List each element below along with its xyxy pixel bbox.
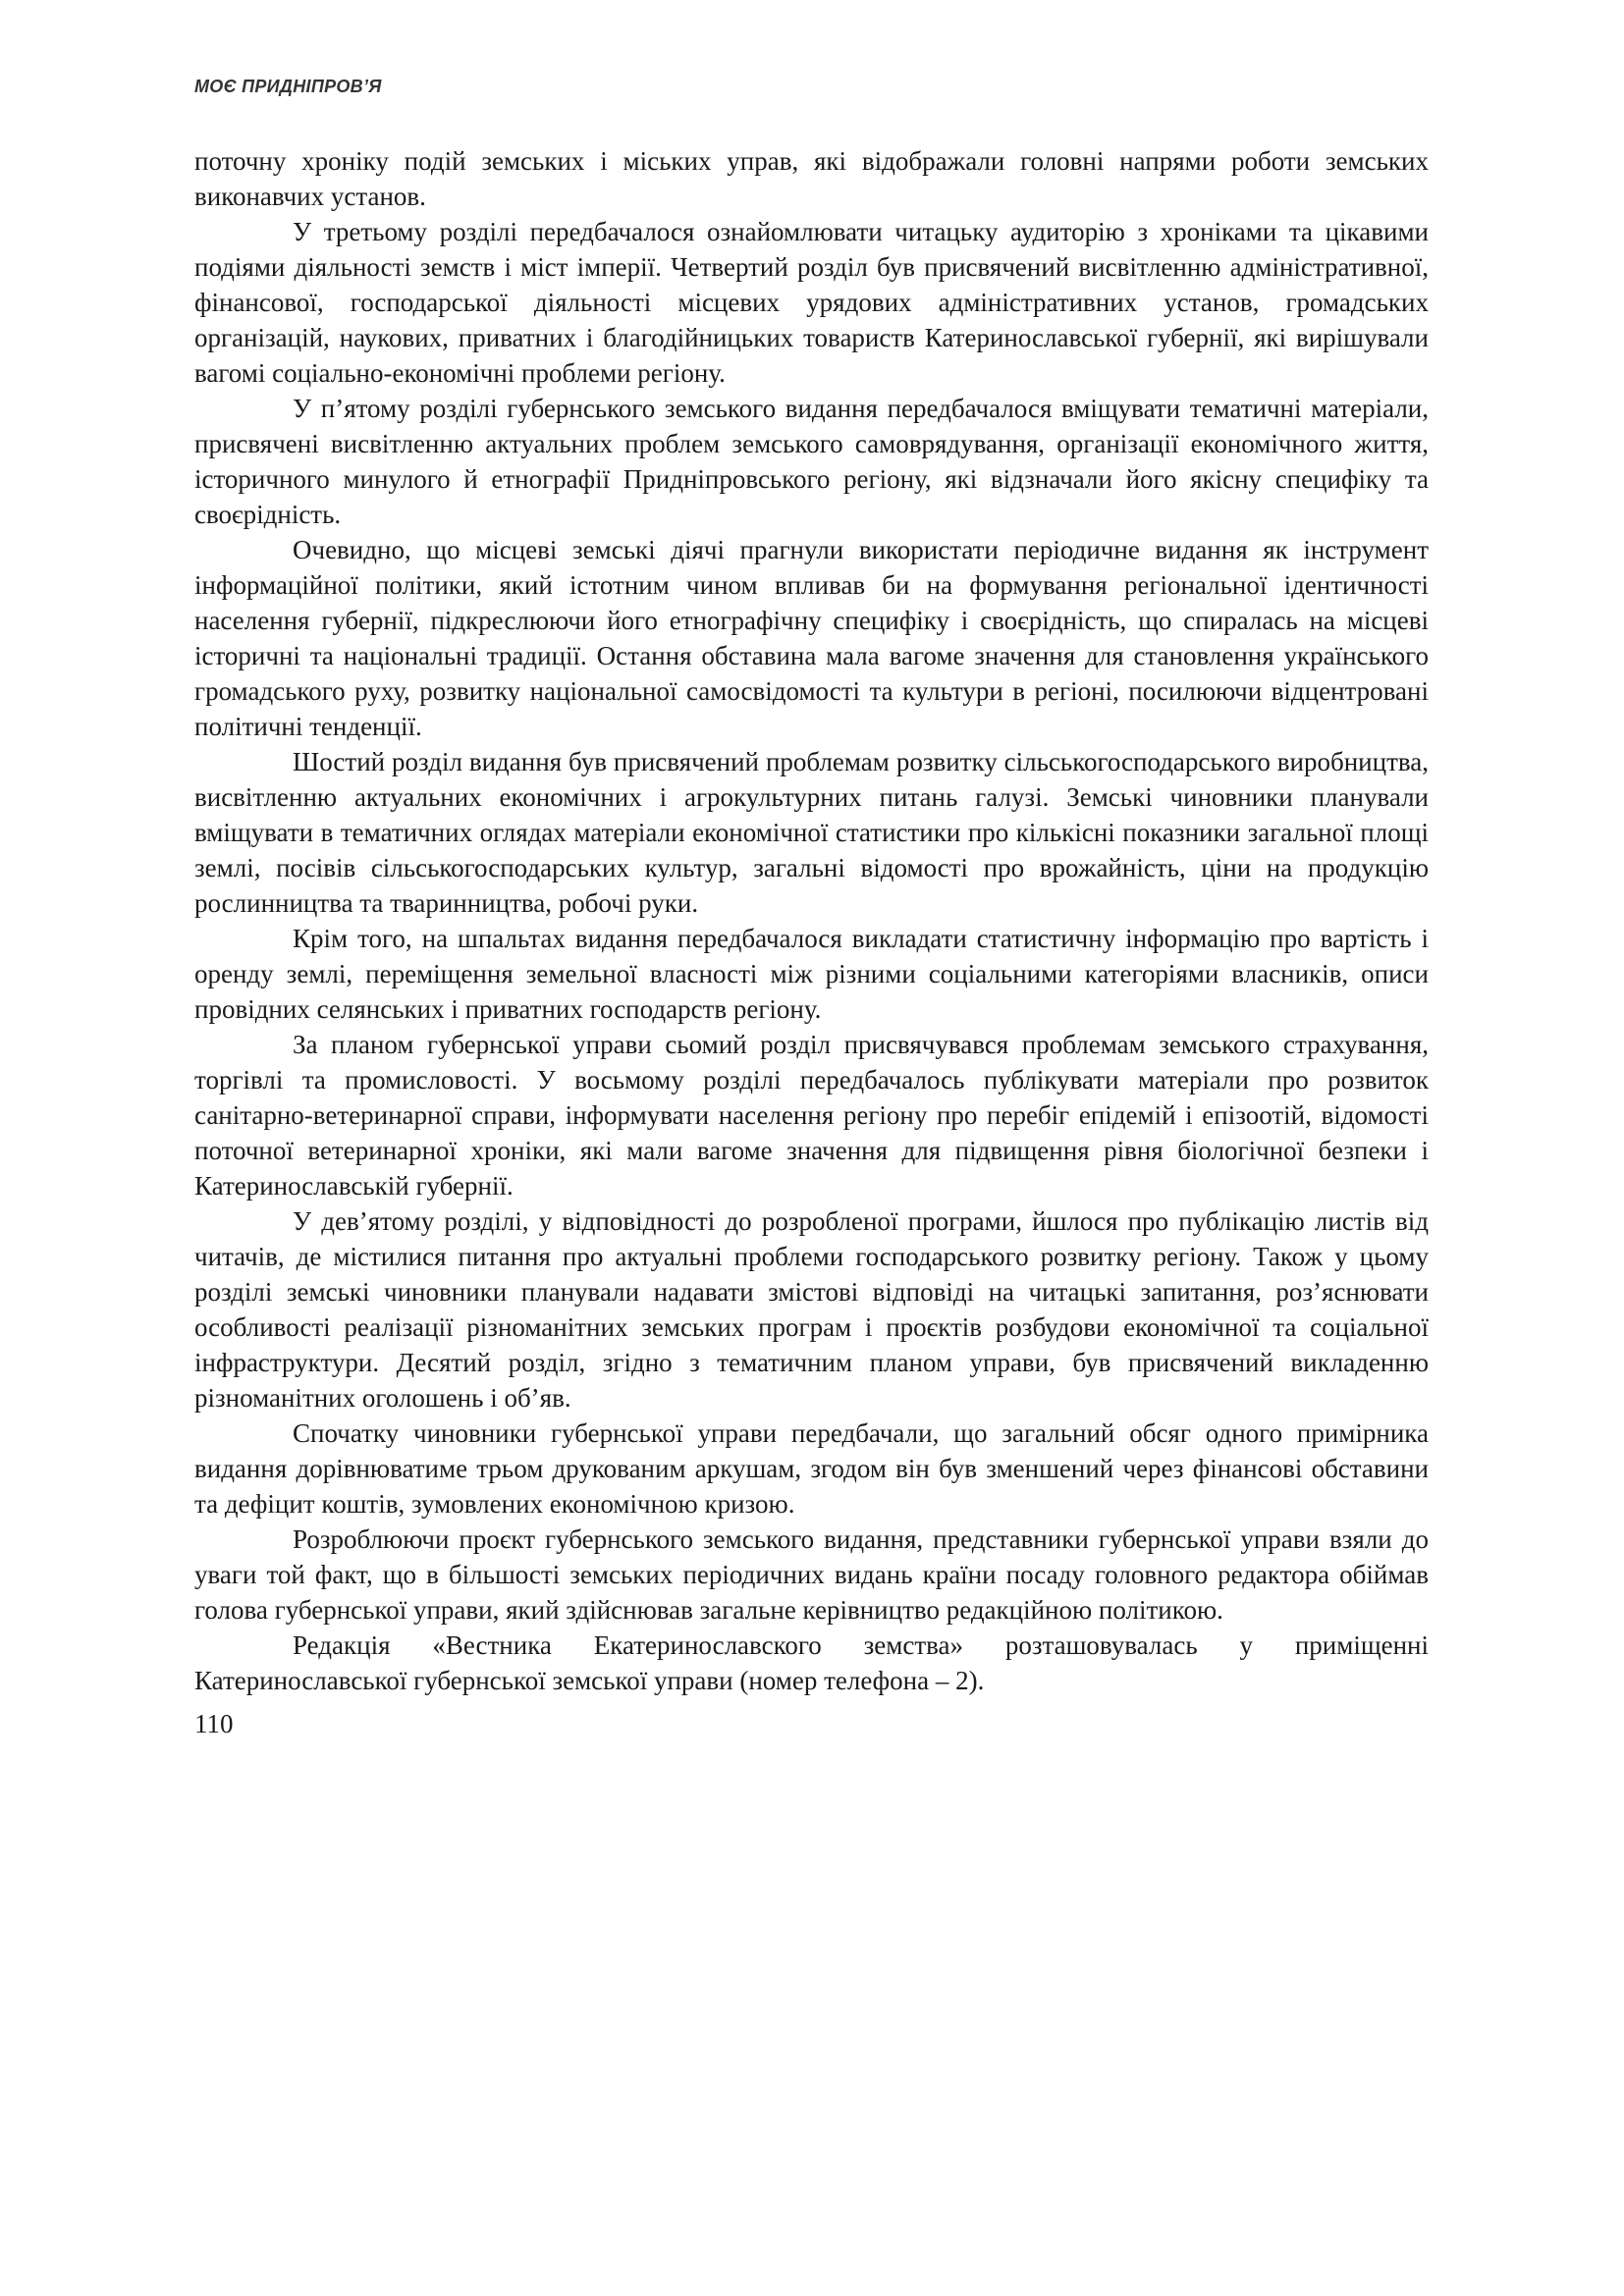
paragraph: Крім того, на шпальтах видання передбачалося викладати статистичну інформацію про вартість і оренду землі, переміщення земельної власності між різними соціальними категоріями власників, описи провідних селянських і приватних господарств регіону. bbox=[194, 924, 1429, 1024]
paragraph: Спочатку чиновники губернської управи передбачали, що загальний обсяг одного примірника видання дорівнюватиме трьом друкованим аркушам, згодом він був зменшений через фінансові обставини та дефіцит коштів, зумовлених економічною кризою. bbox=[194, 1418, 1429, 1519]
paragraph: У п’ятому розділі губернського земського видання передбачалося вміщувати тематичні матеріали, присвячені висвітленню актуальних проблем земського самоврядування, організації економічного життя, історичного минулого й етнографії Придніпровського регіону, які відзначали його якісну специфіку та своєрідність. bbox=[194, 394, 1429, 529]
paragraph: Очевидно, що місцеві земські діячі прагнули використати періодичне видання як інструмент інформаційної політики, який істотним чином впливав би на формування регіональної ідентичності населення губернії, підкреслюючи його етнографічну специфіку і своєрідність, що спиралась на місцеві історичні та національні традиції. Остання обставина мала вагоме значення для становлення українського громадського руху, розвитку національної самосвідомості та культури в регіоні, посилюючи відцентровані політичні тенденції. bbox=[194, 535, 1429, 741]
paragraph: Редакція «Вестника Екатеринославского земства» розташовувалась у приміщенні Катеринославської губернської земської управи (номер телефона – 2). bbox=[194, 1630, 1429, 1695]
paragraph-continued: поточну хроніку подій земських і міських управ, які відображали головні напрями роботи земських виконавчих установ. bbox=[194, 146, 1429, 211]
page-number: 110 bbox=[194, 1709, 234, 1738]
paragraph: За планом губернської управи сьомий розділ присвячувався проблемам земського страхування, торгівлі та промисловості. У восьмому розділі передбачалось публікувати матеріали про розвиток санітарно-ветеринарної справи, інформувати населення регіону про перебіг епідемій і епізоотій, відомості поточної ветеринарної хроніки, які мали вагоме значення для підвищення рівня біологічної безпеки і Катеринославській губернії. bbox=[194, 1030, 1429, 1201]
paragraph: У третьому розділі передбачалося ознайомлювати читацьку аудиторію з хроніками та цікавими подіями діяльності земств і міст імперії. Четвертий розділ був присвячений висвітленню адміністративної, фінансової, господарської діяльності місцевих урядових адміністративних установ, громадських організацій, наукових, приватних і благодійницьких товариств Катеринославської губернії, які вирішували вагомі соціально-економічні проблеми регіону. bbox=[194, 217, 1429, 388]
paragraph: У дев’ятому розділі, у відповідності до розробленої програми, йшлося про публікацію листів від читачів, де містилися питання про актуальні проблеми господарського розвитку регіону. Також у цьому розділі земські чиновники планували надавати змістові відповіді на читацькі запитання, роз’яснювати особливості реалізації різноманітних земських програм і проєктів розбудови економічної та соціальної інфраструктури. Десятий розділ, згідно з тематичним планом управи, був присвячений викладенню різноманітних оголошень і об’яв. bbox=[194, 1206, 1429, 1413]
running-header: МОЄ ПРИДНІПРОВ’Я bbox=[194, 77, 382, 96]
paragraph: Розроблюючи проєкт губернського земського видання, представники губернської управи взяли до уваги той факт, що в більшості земських періодичних видань країни посаду головного редактора обіймав голова губернської управи, який здійснював загальне керівництво редакційною політикою. bbox=[194, 1524, 1429, 1625]
paragraph: Шостий розділ видання був присвячений проблемам розвитку сільськогосподарського виробництва, висвітленню актуальних економічних і агрокультурних питань галузі. Земські чиновники планували вміщувати в тематичних оглядах матеріали економічної статистики про кількісні показники загальної площі землі, посівів сільськогосподарських культур, загальні відомості про врожайність, ціни на продукцію рослинництва та тваринництва, робочі руки. bbox=[194, 747, 1429, 918]
body-text bbox=[194, 143, 1429, 1698]
